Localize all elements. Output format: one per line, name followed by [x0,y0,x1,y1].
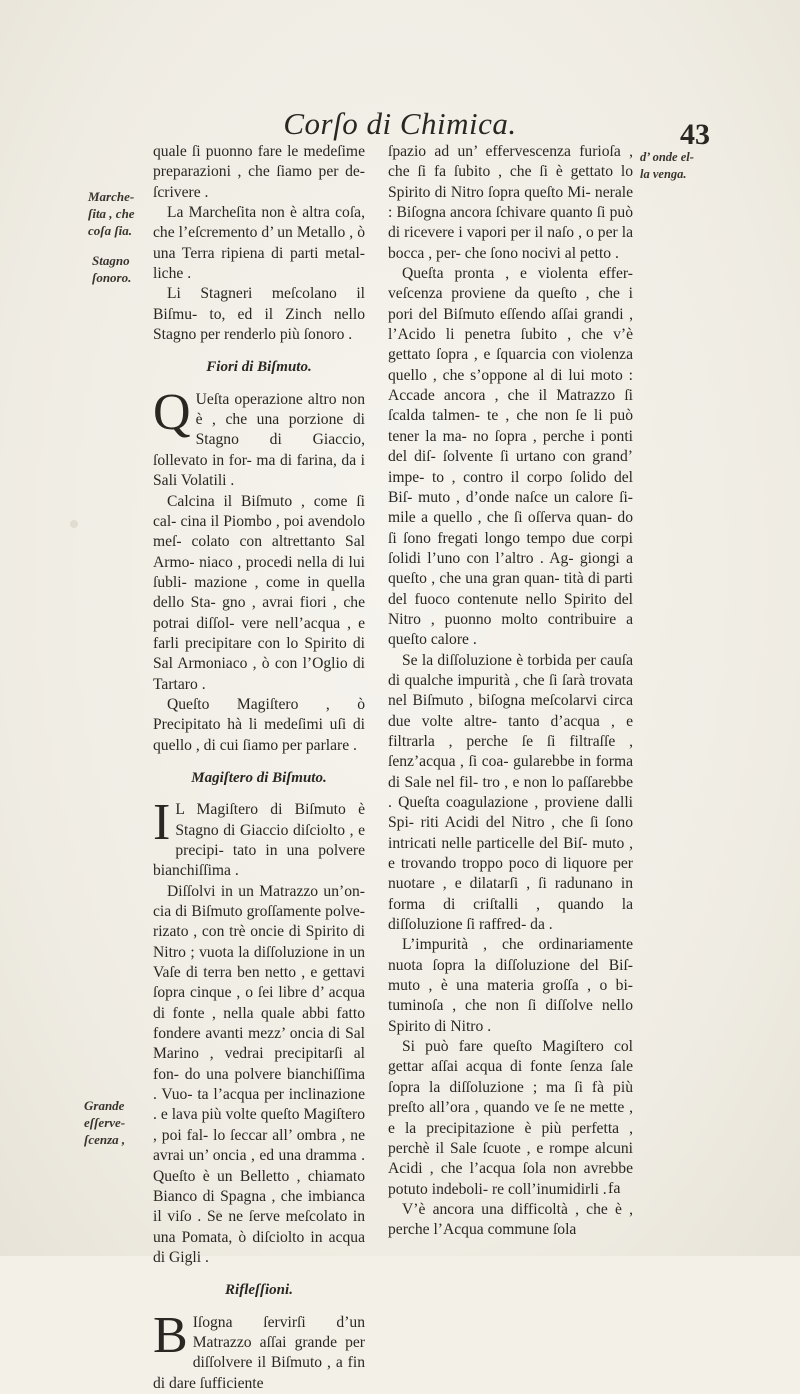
paragraph [153,794,365,881]
paragraph: L’impurità , che ordinariamente nuota ſopra la diſſoluzione del Biſ- muto , è una materia groſſa , o bi- tuminoſa , che non ſi diſſolve nello Spirito di Nitro . [388,936,633,1035]
right-column [388,142,633,1241]
paragraph: quale ſi puonno fare le medeſime preparazioni , che ſiamo per de- ſcrivere . [153,143,365,201]
margin-note-marchesita: Marche- ſita , che coſa ſia. [88,189,135,238]
paragraph-text: Iſogna ſervirſi d’un Matrazzo aſſai grande per diſſolvere il Biſmuto , a fin di dare ſufficiente [153,1313,365,1392]
drop-cap: I [153,794,171,852]
paragraph-text: Ueſta operazione altro non è , che una porzione di Stagno di Giaccio, ſollevato in for- ma di farina, da i Sali Volatili . [153,390,365,490]
running-head: Corſo di Chimica. [283,106,517,141]
paragraph-text: L Magiſtero di Biſmuto è Stagno di Giaccio diſciolto , e precipi- tato in una polvere bianchiſſima . [153,801,365,880]
paragraph: Si può fare queſto Magiſtero col gettar aſſai acqua di fonte ſenza ſale ſopra la diſſoluzione ; ma ſi fà più preſto all’ora , quando ve ſe ne mette , e la precipitazione è più perfetta , perchè il Sale ſcuote , e rompe alcuni Acidi , che l’acqua ſola non avrebbe potuto indeboli- re coll’inumidirli . [388,1038,633,1198]
section-heading: Rifleſſioni. [225,1282,293,1299]
paragraph [153,1306,365,1394]
paragraph: V’è ancora una difficoltà , che è , perche l’Acqua commune ſola [388,1200,633,1239]
left-column [153,142,365,1394]
section-heading: Magiſtero di Biſmuto. [191,769,327,786]
paragraph: Calcina il Biſmuto , come ſi cal- cina il Piombo , poi avendolo meſ- colato con altrettanto Sal Armo- niaco , procedi nella di lui ſubli- mazione , come in quella dello Sta- gno , avrai fiori , che potrai diſſol- vere nell’acqua , e farli precipitare con lo Spirito di Sal Armoniaco , ò con l’Oglio di Tartaro . [153,492,365,693]
drop-cap: Q [153,383,191,441]
paragraph: La Marcheſita non è altra coſa, che l’eſcremento d’ un Metallo , ò una Terra ripiena di parti metal- liche . [153,204,365,283]
paragraph: Diſſolvi in un Matrazzo un’on- cia di Biſmuto groſſamente polve- rizato , con trè oncie di Spirito di Nitro ; vuota la diſſoluzione in un Vaſe di terra ben netto , e gettavi ſopra cinque , o ſei libre d’ acqua di fonte , nella quale abbi fatto fondere avanti mezz’ oncia di Sal Marino , vedrai precipitarſi al fon- do una polvere bianchiſſima . Vuo- ta l’acqua per inclinazione . e lava più volte queſto Magiſtero , poi fal- lo ſeccar all’ ombra , ne avrai un’ oncia , ed una dramma . Queſto è un Belletto , chiamato Bianco di Spagna , che imbianca il viſo . Se ne ſerve meſcolato in una Pomata, ò diſciolto in acqua di Gigli . [153,882,365,1266]
paragraph: Li Stagneri meſcolano il Biſmu- to, ed il Zinch nello Stagno per renderlo più ſonoro . [153,285,365,344]
margin-note-grande: Grande eſſerve- ſcenza , [84,1098,126,1147]
page-number: 43 [680,118,710,151]
paragraph: Queſto Magiſtero , ò Precipitato hà li medeſimi uſi di quello , di cui ſiamo per parlare . [153,695,365,754]
paragraph: Queſta pronta , e violenta effer- veſcenza proviene da queſto , che i pori del Biſmuto eſſendo aſſai grandi , l’Acido li penetra ſubito , che v’è gettato ſopra , e ſquarcia con violenza quello , che s’oppone al di lui moto : Accade ancora , che il Matrazzo ſi ſcalda talmen- te , che non ſe li può tener la ma- no ſopra , perche i ponti del diſ- ſolvente ſi urtano con grand’ impe- to , contro il corpo ſolido del Biſ- muto , d’onde naſce un calore ſi- mile a quello , che ſi oſſerva quan- do ſi ſono fregati longo tempo due corpi ſolidi l’uno con l’altro . Ag- giongi a queſto , che una gran quan- tità di parti del fuoco contenute nello Spirito del Nitro , puonno molto contribuire a queſto calore . [388,265,633,649]
catchword: fa [608,1180,621,1197]
section-heading: Fiori di Biſmuto. [206,359,312,376]
drop-cap: B [153,1306,188,1364]
paragraph [153,383,365,492]
margin-note-stagno: Stagno ſonoro. [92,253,132,285]
margin-note-right: d’ onde el- la venga. [640,150,694,181]
paragraph: ſpazio ad un’ effervescenza furioſa , che ſi fa ſubito , che ſi è gettato lo Spirito di Nitro ſopra queſto Mi- nerale : Biſogna ancora ſchivare quanto ſi può di ricevere i vapori per il naſo , o per la bocca , per- che ſono nocivi al petto . [388,143,633,262]
paragraph: Se la diſſoluzione è torbida per cauſa di qualche impurità , che ſi ſarà trovata nel Biſmuto , biſogna meſcolarvi circa due volte altre- tanto d’acqua , e filtrarla , perche ſe ſi filtraſſe , ſenz’acqua , ſi coa- gularebbe in forma di Sale nel fil- tro , e non lo paſſarebbe . Queſta coagulazione , proviene dalli Spi- riti Acidi del Nitro , che ſi ſono intricati nelle particelle del Biſ- muto , e trovando troppo poco di liquore per nuotare , e dilatarſi , ſi radunano in forma di criſtalli , quando la diſſoluzione ſi raffred- da . [388,651,633,934]
foxing-spot [70,520,78,528]
